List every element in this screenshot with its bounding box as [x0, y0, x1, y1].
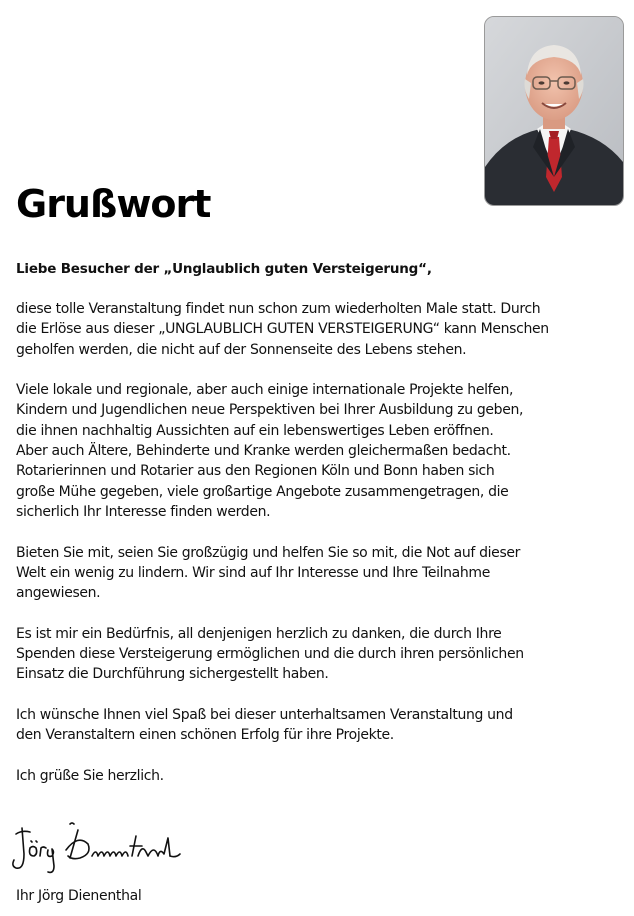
paragraph: Es ist mir ein Bedürfnis, all denjenigen herzlich zu danken, die durch Ihre Spenden diese Versteigerung ermöglichen und die durch ihren persönlichen Einsatz die Durchführung sichergestellt haben. [16, 625, 524, 683]
paragraph: diese tolle Veranstaltung findet nun schon zum wiederholten Male statt. Durch die Erlöse aus dieser „UNGLAUBLICH GUTEN VERSTEIGERUNG“ kann Menschen geholfen werden, die nicht auf der Sonnenseite des Lebens stehen. [16, 301, 549, 358]
letter-body [16, 299, 576, 806]
portrait-photo [484, 16, 624, 206]
sign-off: Ihr Jörg Dienenthal [16, 888, 142, 904]
paragraph: Viele lokale und regionale, aber auch einige internationale Projekte helfen, Kindern und Jugendlichen neue Perspektiven bei Ihrer Ausbildung zu geben, die ihnen nachhaltig Aussichten auf ein lebenswertiges Leben eröffnen. Aber auch Ältere, Behinderte und Kranke werden gleichermaßen bedacht. Rotarierinnen und Rotarier aus den Regionen Köln und Bonn haben sich große Mühe gegeben, viele großartige Angebote zusammengetragen, die sicherlich Ihr Interesse finden werden. [16, 382, 524, 520]
handwritten-signature [8, 814, 188, 878]
paragraph: Ich grüße Sie herzlich. [16, 767, 164, 784]
paragraph: Bieten Sie mit, seien Sie großzügig und helfen Sie so mit, die Not auf dieser Welt ein wenig zu lindern. Wir sind auf Ihr Interesse und Ihre Teilnahme angewiesen. [16, 544, 521, 602]
salutation: Liebe Besucher der „Unglaublich guten Versteigerung“, [16, 261, 432, 277]
paragraph: Ich wünsche Ihnen viel Spaß bei dieser unterhaltsamen Veranstaltung und den Veranstaltern einen schönen Erfolg für ihre Projekte. [16, 706, 513, 744]
page-title: Grußwort [16, 182, 211, 226]
